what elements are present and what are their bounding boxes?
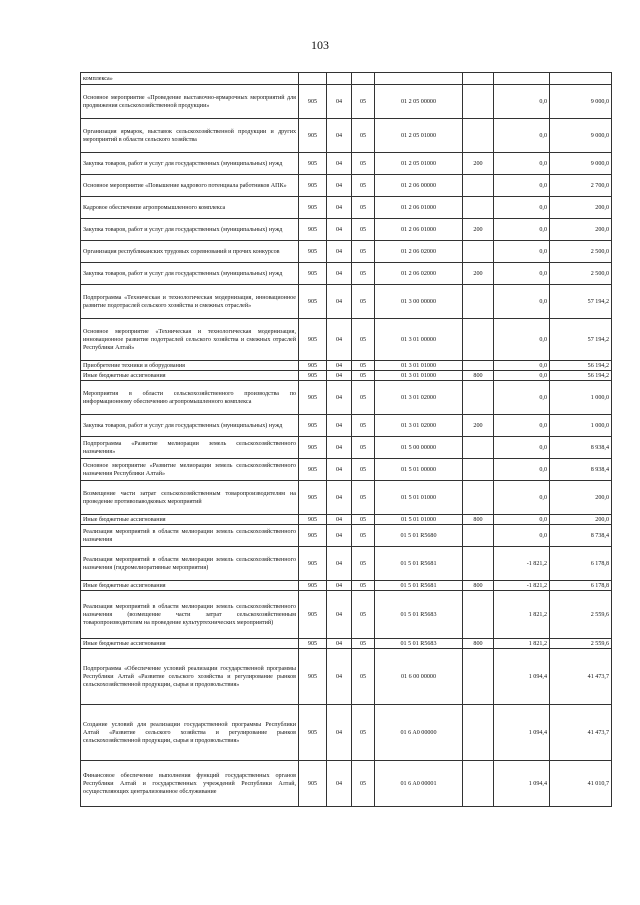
table-row (81, 197, 612, 219)
subsection-cell: 05 (352, 219, 375, 241)
total-amount-cell: 8 938,4 (550, 437, 612, 459)
subsection-cell: 05 (352, 197, 375, 219)
section-cell: 04 (327, 761, 352, 807)
change-amount-cell: 0,0 (494, 285, 550, 319)
row-name-cell: Приобретение техники и оборудования (81, 361, 299, 371)
section-cell: 04 (327, 649, 352, 705)
change-amount-cell: 0,0 (494, 197, 550, 219)
row-name-cell: Основное мероприятие «Проведение выставочно-ярмарочных мероприятий для продвижения сельскохозяйственной продукции» (81, 85, 299, 119)
expense-type-cell: 200 (463, 219, 494, 241)
table-row (81, 581, 612, 591)
expense-type-cell (463, 85, 494, 119)
target-article-cell: 01 5 01 R5681 (375, 547, 463, 581)
total-amount-cell: 56 194,2 (550, 371, 612, 381)
row-name-cell: Подпрограмма «Развитие мелиорации земель сельскохозяйственного назначения» (81, 437, 299, 459)
section-cell: 04 (327, 481, 352, 515)
change-amount-cell (494, 73, 550, 85)
target-article-cell: 01 3 01 01000 (375, 371, 463, 381)
budget-table (80, 72, 612, 807)
change-amount-cell: -1 821,2 (494, 581, 550, 591)
subsection-cell: 05 (352, 241, 375, 263)
table-row (81, 371, 612, 381)
target-article-cell: 01 2 05 00000 (375, 85, 463, 119)
section-cell: 04 (327, 705, 352, 761)
total-amount-cell: 2 700,0 (550, 175, 612, 197)
admin-code-cell: 905 (299, 285, 327, 319)
subsection-cell: 05 (352, 381, 375, 415)
admin-code-cell: 905 (299, 547, 327, 581)
section-cell: 04 (327, 285, 352, 319)
subsection-cell: 05 (352, 361, 375, 371)
row-name-cell: Мероприятия в области сельскохозяйственного производства по информационному обеспечению агропромышленного комплекса (81, 381, 299, 415)
table-row (81, 263, 612, 285)
change-amount-cell: 0,0 (494, 361, 550, 371)
section-cell: 04 (327, 263, 352, 285)
admin-code-cell: 905 (299, 241, 327, 263)
subsection-cell: 05 (352, 459, 375, 481)
admin-code-cell: 905 (299, 175, 327, 197)
admin-code-cell: 905 (299, 437, 327, 459)
total-amount-cell: 2 500,0 (550, 241, 612, 263)
row-name-cell: Реализация мероприятий в области мелиорации земель сельскохозяйственного назначения (81, 525, 299, 547)
subsection-cell: 05 (352, 525, 375, 547)
target-article-cell: 01 3 01 01000 (375, 361, 463, 371)
expense-type-cell: 800 (463, 639, 494, 649)
admin-code-cell: 905 (299, 371, 327, 381)
section-cell: 04 (327, 639, 352, 649)
expense-type-cell (463, 241, 494, 263)
admin-code-cell: 905 (299, 761, 327, 807)
section-cell: 04 (327, 515, 352, 525)
row-name-cell: Основное мероприятие «Техническая и технологическая модернизация, инновационное развитие подотраслей сельского хозяйства и смежных отраслей Республики Алтай» (81, 319, 299, 361)
subsection-cell: 05 (352, 515, 375, 525)
subsection-cell: 05 (352, 761, 375, 807)
change-amount-cell: 0,0 (494, 481, 550, 515)
section-cell (327, 73, 352, 85)
subsection-cell: 05 (352, 285, 375, 319)
row-name-cell: Закупка товаров, работ и услуг для государственных (муниципальных) нужд (81, 263, 299, 285)
section-cell: 04 (327, 175, 352, 197)
admin-code-cell: 905 (299, 515, 327, 525)
expense-type-cell (463, 459, 494, 481)
row-name-cell: Кадровое обеспечение агропромышленного комплекса (81, 197, 299, 219)
total-amount-cell: 41 473,7 (550, 705, 612, 761)
target-article-cell: 01 5 01 01000 (375, 515, 463, 525)
change-amount-cell: 0,0 (494, 85, 550, 119)
change-amount-cell: 0,0 (494, 437, 550, 459)
change-amount-cell: 1 094,4 (494, 649, 550, 705)
change-amount-cell: 1 821,2 (494, 639, 550, 649)
change-amount-cell: -1 821,2 (494, 547, 550, 581)
change-amount-cell: 0,0 (494, 153, 550, 175)
target-article-cell: 01 6 00 00000 (375, 649, 463, 705)
target-article-cell: 01 5 01 R5681 (375, 581, 463, 591)
subsection-cell: 05 (352, 437, 375, 459)
expense-type-cell (463, 285, 494, 319)
subsection-cell: 05 (352, 153, 375, 175)
subsection-cell (352, 73, 375, 85)
expense-type-cell (463, 197, 494, 219)
table-body (81, 73, 612, 807)
change-amount-cell: 0,0 (494, 381, 550, 415)
total-amount-cell: 56 194,2 (550, 361, 612, 371)
section-cell: 04 (327, 547, 352, 581)
table-row (81, 591, 612, 639)
total-amount-cell: 2 559,6 (550, 639, 612, 649)
total-amount-cell: 2 559,6 (550, 591, 612, 639)
total-amount-cell: 1 000,0 (550, 381, 612, 415)
table-row (81, 639, 612, 649)
row-name-cell: Реализация мероприятий в области мелиорации земель сельскохозяйственного назначения (возмещение части затрат сельскохозяйственным товаропроизводителям на проведение культуртехнических мероприятий) (81, 591, 299, 639)
expense-type-cell (463, 591, 494, 639)
target-article-cell: 01 2 05 01000 (375, 119, 463, 153)
total-amount-cell: 2 500,0 (550, 263, 612, 285)
change-amount-cell: 0,0 (494, 119, 550, 153)
section-cell: 04 (327, 415, 352, 437)
row-name-cell: Иные бюджетные ассигнования (81, 371, 299, 381)
admin-code-cell: 905 (299, 219, 327, 241)
row-name-cell: Иные бюджетные ассигнования (81, 639, 299, 649)
target-article-cell: 01 5 01 00000 (375, 459, 463, 481)
row-name-cell: Иные бюджетные ассигнования (81, 515, 299, 525)
table-row (81, 649, 612, 705)
row-name-cell: Закупка товаров, работ и услуг для государственных (муниципальных) нужд (81, 153, 299, 175)
subsection-cell: 05 (352, 371, 375, 381)
admin-code-cell: 905 (299, 85, 327, 119)
section-cell: 04 (327, 525, 352, 547)
expense-type-cell: 800 (463, 581, 494, 591)
admin-code-cell: 905 (299, 591, 327, 639)
expense-type-cell (463, 175, 494, 197)
expense-type-cell (463, 319, 494, 361)
total-amount-cell: 8 938,4 (550, 459, 612, 481)
section-cell: 04 (327, 381, 352, 415)
table-row (81, 219, 612, 241)
target-article-cell: 01 3 01 00000 (375, 319, 463, 361)
table-row (81, 459, 612, 481)
section-cell: 04 (327, 85, 352, 119)
total-amount-cell: 1 000,0 (550, 415, 612, 437)
target-article-cell: 01 3 01 02000 (375, 415, 463, 437)
total-amount-cell: 200,0 (550, 481, 612, 515)
total-amount-cell: 200,0 (550, 515, 612, 525)
admin-code-cell: 905 (299, 119, 327, 153)
table-row (81, 361, 612, 371)
expense-type-cell: 200 (463, 263, 494, 285)
target-article-cell: 01 3 01 02000 (375, 381, 463, 415)
expense-type-cell (463, 361, 494, 371)
expense-type-cell (463, 73, 494, 85)
expense-type-cell (463, 761, 494, 807)
section-cell: 04 (327, 197, 352, 219)
section-cell: 04 (327, 371, 352, 381)
table-row (81, 381, 612, 415)
row-name-cell: Реализация мероприятий в области мелиорации земель сельскохозяйственного назначения (гидромелиоративные мероприятия) (81, 547, 299, 581)
change-amount-cell: 0,0 (494, 219, 550, 241)
section-cell: 04 (327, 153, 352, 175)
section-cell: 04 (327, 581, 352, 591)
change-amount-cell: 1 821,2 (494, 591, 550, 639)
table-row (81, 547, 612, 581)
section-cell: 04 (327, 219, 352, 241)
subsection-cell: 05 (352, 591, 375, 639)
expense-type-cell (463, 437, 494, 459)
expense-type-cell (463, 119, 494, 153)
subsection-cell: 05 (352, 649, 375, 705)
table-row (81, 175, 612, 197)
table-row (81, 415, 612, 437)
row-name-cell: Создание условий для реализации государственной программы Республики Алтай «Развитие сельского хозяйства и регулирование рынков сельскохозяйственной продукции, сырья и продовольствия» (81, 705, 299, 761)
change-amount-cell: 0,0 (494, 175, 550, 197)
change-amount-cell: 1 094,4 (494, 705, 550, 761)
table-row (81, 525, 612, 547)
table-row (81, 319, 612, 361)
change-amount-cell: 1 094,4 (494, 761, 550, 807)
expense-type-cell: 200 (463, 153, 494, 175)
expense-type-cell (463, 381, 494, 415)
table-row (81, 119, 612, 153)
admin-code-cell: 905 (299, 263, 327, 285)
row-name-cell: Организация ярмарок, выставок сельскохозяйственной продукции и других мероприятий в области сельского хозяйства (81, 119, 299, 153)
admin-code-cell: 905 (299, 197, 327, 219)
row-name-cell: Подпрограмма «Обеспечение условий реализации государственной программы Республики Алтай «Развитие сельского хозяйства и регулирование рынков сельскохозяйственной продукции, сырья и продовольствия» (81, 649, 299, 705)
target-article-cell: 01 5 01 01000 (375, 481, 463, 515)
admin-code-cell: 905 (299, 459, 327, 481)
row-name-cell: Закупка товаров, работ и услуг для государственных (муниципальных) нужд (81, 219, 299, 241)
total-amount-cell: 200,0 (550, 219, 612, 241)
subsection-cell: 05 (352, 481, 375, 515)
table-row (81, 73, 612, 85)
total-amount-cell: 9 000,0 (550, 119, 612, 153)
admin-code-cell: 905 (299, 481, 327, 515)
table-row (81, 241, 612, 263)
change-amount-cell: 0,0 (494, 263, 550, 285)
total-amount-cell (550, 73, 612, 85)
change-amount-cell: 0,0 (494, 515, 550, 525)
change-amount-cell: 0,0 (494, 415, 550, 437)
target-article-cell: 01 3 00 00000 (375, 285, 463, 319)
table-row (81, 285, 612, 319)
change-amount-cell: 0,0 (494, 371, 550, 381)
target-article-cell: 01 6 A0 00000 (375, 705, 463, 761)
admin-code-cell: 905 (299, 381, 327, 415)
subsection-cell: 05 (352, 175, 375, 197)
target-article-cell (375, 73, 463, 85)
page-number: 103 (311, 38, 329, 52)
target-article-cell: 01 5 01 R5683 (375, 639, 463, 649)
section-cell: 04 (327, 361, 352, 371)
expense-type-cell: 200 (463, 415, 494, 437)
table-row (81, 761, 612, 807)
row-name-cell: Возмещение части затрат сельскохозяйственным товаропроизводителям на проведение противопаводковых мероприятий (81, 481, 299, 515)
row-name-cell: Финансовое обеспечение выполнения функций государственных органов Республики Алтай и государственных учреждений Республики Алтай, осуществляющих централизованное обслуживание (81, 761, 299, 807)
target-article-cell: 01 2 06 00000 (375, 175, 463, 197)
target-article-cell: 01 2 06 02000 (375, 263, 463, 285)
target-article-cell: 01 5 01 R5680 (375, 525, 463, 547)
table-row (81, 481, 612, 515)
expense-type-cell (463, 525, 494, 547)
admin-code-cell: 905 (299, 525, 327, 547)
admin-code-cell: 905 (299, 649, 327, 705)
target-article-cell: 01 2 06 01000 (375, 197, 463, 219)
admin-code-cell: 905 (299, 639, 327, 649)
subsection-cell: 05 (352, 639, 375, 649)
admin-code-cell: 905 (299, 581, 327, 591)
admin-code-cell: 905 (299, 319, 327, 361)
target-article-cell: 01 2 05 01000 (375, 153, 463, 175)
admin-code-cell: 905 (299, 415, 327, 437)
row-name-cell: комплекса» (81, 73, 299, 85)
row-name-cell: Основное мероприятие «Повышение кадрового потенциала работников АПК» (81, 175, 299, 197)
change-amount-cell: 0,0 (494, 459, 550, 481)
table-row (81, 85, 612, 119)
row-name-cell: Основное мероприятие «Развитие мелиорации земель сельскохозяйственного назначения Республики Алтай» (81, 459, 299, 481)
total-amount-cell: 9 000,0 (550, 85, 612, 119)
expense-type-cell (463, 481, 494, 515)
table-row (81, 437, 612, 459)
total-amount-cell: 8 738,4 (550, 525, 612, 547)
subsection-cell: 05 (352, 581, 375, 591)
expense-type-cell (463, 705, 494, 761)
row-name-cell: Закупка товаров, работ и услуг для государственных (муниципальных) нужд (81, 415, 299, 437)
admin-code-cell: 905 (299, 361, 327, 371)
total-amount-cell: 6 178,8 (550, 581, 612, 591)
change-amount-cell: 0,0 (494, 241, 550, 263)
total-amount-cell: 57 194,2 (550, 285, 612, 319)
subsection-cell: 05 (352, 263, 375, 285)
expense-type-cell: 800 (463, 515, 494, 525)
target-article-cell: 01 5 00 00000 (375, 437, 463, 459)
row-name-cell: Иные бюджетные ассигнования (81, 581, 299, 591)
target-article-cell: 01 2 06 02000 (375, 241, 463, 263)
subsection-cell: 05 (352, 119, 375, 153)
total-amount-cell: 57 194,2 (550, 319, 612, 361)
admin-code-cell (299, 73, 327, 85)
table-row (81, 515, 612, 525)
table-row (81, 705, 612, 761)
section-cell: 04 (327, 241, 352, 263)
total-amount-cell: 41 473,7 (550, 649, 612, 705)
total-amount-cell: 6 178,8 (550, 547, 612, 581)
subsection-cell: 05 (352, 547, 375, 581)
section-cell: 04 (327, 319, 352, 361)
change-amount-cell: 0,0 (494, 525, 550, 547)
section-cell: 04 (327, 119, 352, 153)
admin-code-cell: 905 (299, 705, 327, 761)
row-name-cell: Организация республиканских трудовых соревнований и прочих конкурсов (81, 241, 299, 263)
section-cell: 04 (327, 459, 352, 481)
subsection-cell: 05 (352, 85, 375, 119)
target-article-cell: 01 6 A0 00001 (375, 761, 463, 807)
target-article-cell: 01 2 06 01000 (375, 219, 463, 241)
expense-type-cell (463, 649, 494, 705)
section-cell: 04 (327, 437, 352, 459)
target-article-cell: 01 5 01 R5683 (375, 591, 463, 639)
subsection-cell: 05 (352, 705, 375, 761)
change-amount-cell: 0,0 (494, 319, 550, 361)
admin-code-cell: 905 (299, 153, 327, 175)
total-amount-cell: 9 000,0 (550, 153, 612, 175)
total-amount-cell: 200,0 (550, 197, 612, 219)
table-row (81, 153, 612, 175)
subsection-cell: 05 (352, 319, 375, 361)
expense-type-cell (463, 547, 494, 581)
section-cell: 04 (327, 591, 352, 639)
row-name-cell: Подпрограмма «Техническая и технологическая модернизация, инновационное развитие подотраслей сельского хозяйства и смежных отраслей» (81, 285, 299, 319)
total-amount-cell: 41 010,7 (550, 761, 612, 807)
subsection-cell: 05 (352, 415, 375, 437)
expense-type-cell: 800 (463, 371, 494, 381)
